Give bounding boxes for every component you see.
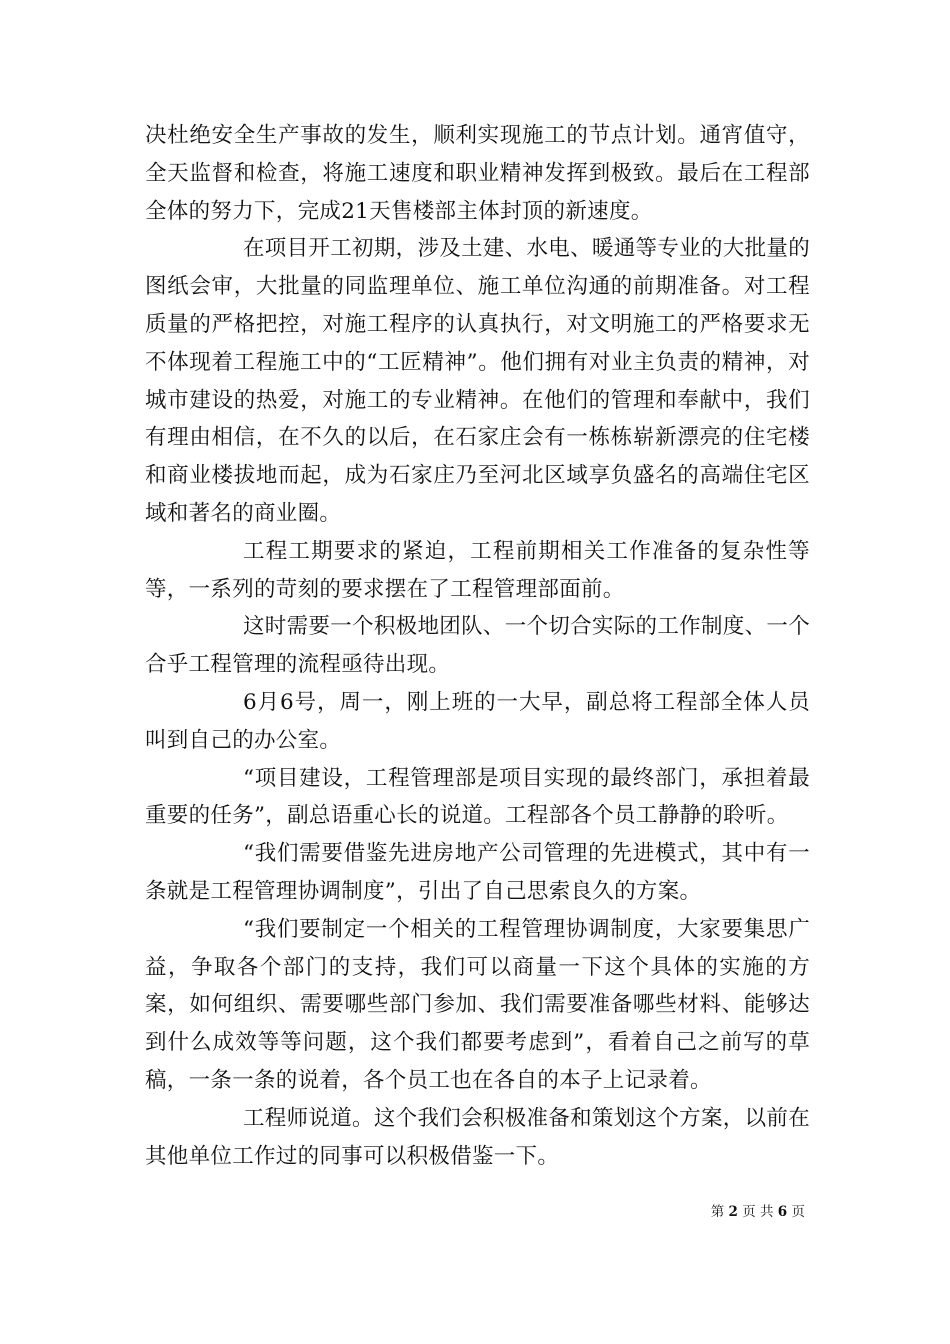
page-total: 6 <box>777 1204 788 1220</box>
footer-suffix: 页 <box>791 1204 805 1220</box>
paragraph: 6月6号，周一，刚上班的一大早，副总将工程部全体人员叫到自己的办公室。 <box>145 689 810 753</box>
document-body <box>145 117 810 1175</box>
paragraph: “项目建设，工程管理部是项目实现的最终部门，承担着最重要的任务”，副总语重心长的说道。工程部各个员工静静的聆听。 <box>145 765 810 829</box>
paragraph: 这时需要一个积极地团队、一个切合实际的工作制度、一个合乎工程管理的流程亟待出现。 <box>145 614 810 678</box>
paragraph: 工程工期要求的紧迫，工程前期相关工作准备的复杂性等等，一系列的苛刻的要求摆在了工程管理部面前。 <box>145 538 810 602</box>
paragraph: “我们需要借鉴先进房地产公司管理的先进模式，其中有一条就是工程管理协调制度”，引出了自己思索良久的方案。 <box>145 841 810 904</box>
paragraph: 工程师说道。这个我们会积极准备和策划这个方案，以前在其他单位工作过的同事可以积极借鉴一下。 <box>145 1105 810 1169</box>
paragraph: “我们要制定一个相关的工程管理协调制度，大家要集思广益，争取各个部门的支持，我们可以商量一下这个具体的实施的方案，如何组织、需要哪些部门参加、我们需要准备哪些材料、能够达到什么成效等等问题，这个我们都要考虑到”，看着自己之前写的草稿，一条一条的说着，各个员工也在各自的本子上记录着。 <box>145 916 810 1093</box>
page-number: 2 <box>728 1204 738 1220</box>
footer-prefix: 第 <box>710 1204 725 1220</box>
paragraph: 在项目开工初期，涉及土建、水电、暖通等专业的大批量的图纸会审，大批量的同监理单位、施工单位沟通的前期准备。对工程质量的严格把控，对施工程序的认真执行，对文明施工的严格要求无不体现着工程施工中的“工匠精神”。他们拥有对业主负责的精神，对城市建设的热爱，对施工的专业精神。在他们的管理和奉献中，我们有理由相信，在不久的以后，在石家庄会有一栋栋崭新漂亮的住宅楼和商业楼拔地而起，成为石家庄乃至河北区域享负盛名的高端住宅区域和著名的商业圈。 <box>145 236 810 526</box>
page-footer <box>711 1200 805 1220</box>
paragraph-continued: 决杜绝安全生产事故的发生，顺利实现施工的节点计划。通宵值守，全天监督和检查，将施工速度和职业精神发挥到极致。最后在工程部全体的努力下，完成21天售楼部主体封顶的新速度。 <box>145 123 810 224</box>
footer-middle: 页 共 <box>742 1204 774 1220</box>
